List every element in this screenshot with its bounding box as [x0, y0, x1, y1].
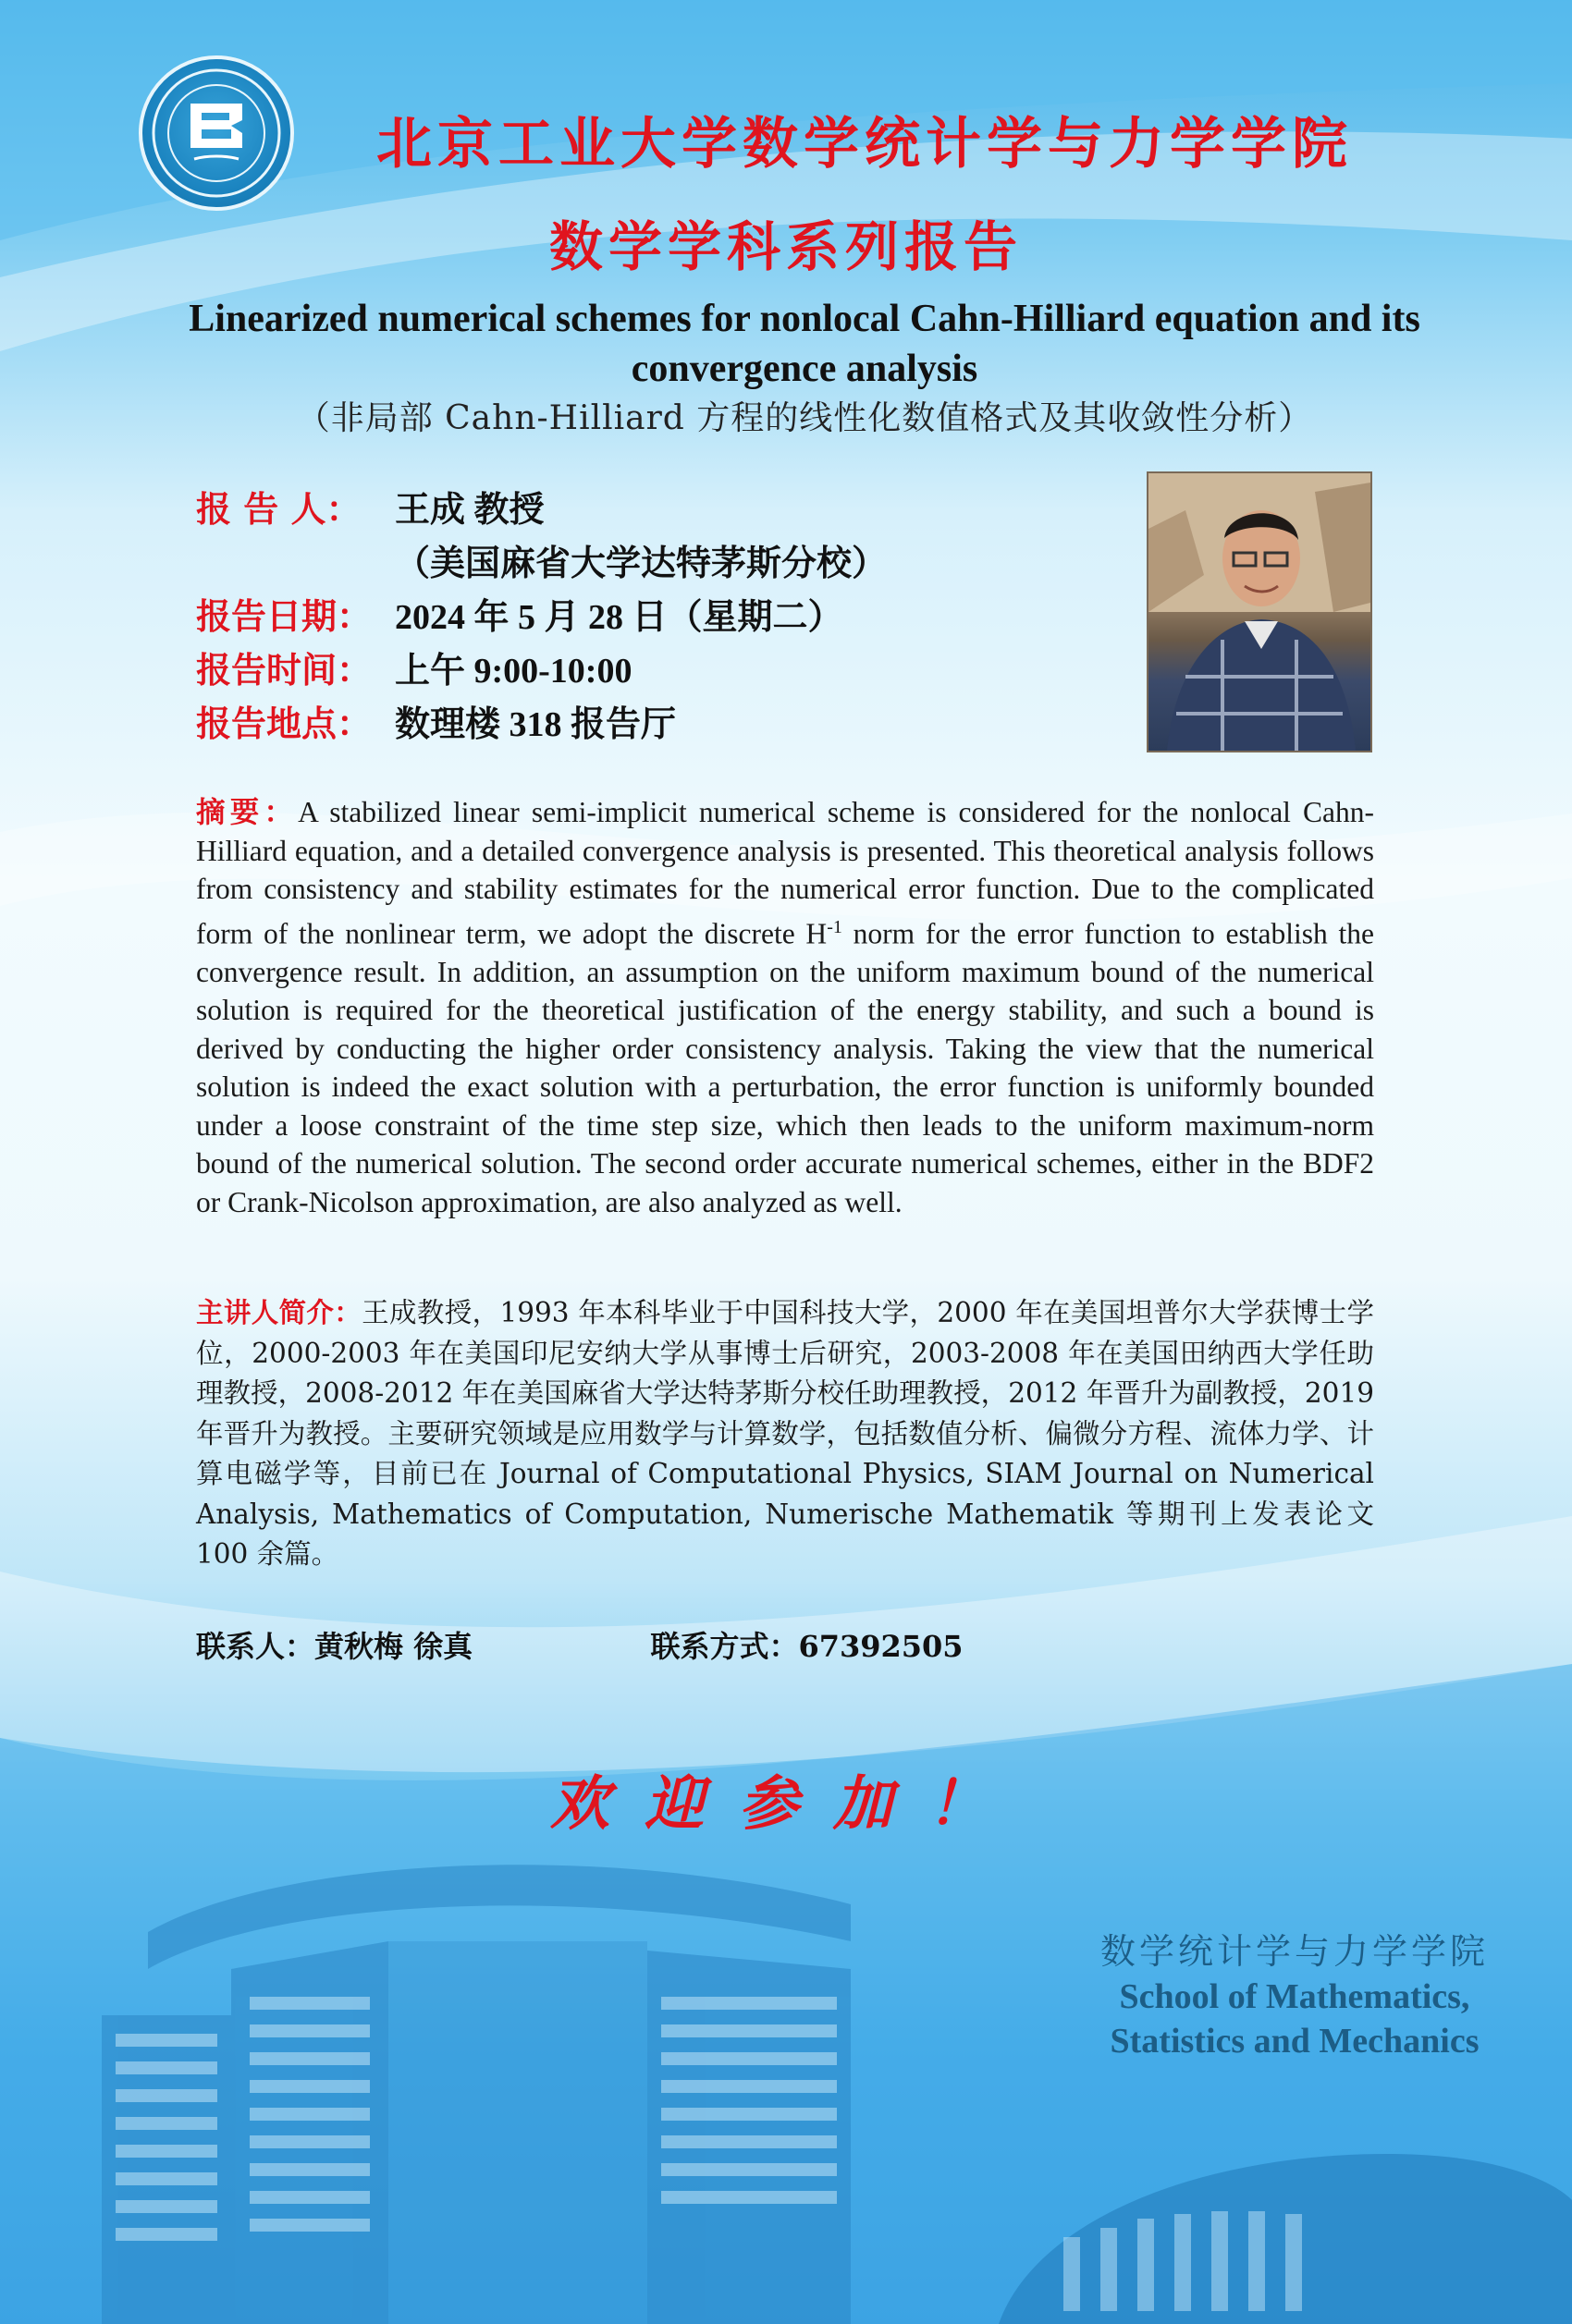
talk-title-cn: （非局部 Cahn-Hilliard 方程的线性化数值格式及其收敛性分析）	[296, 399, 1313, 437]
school-name-en-line2: Statistics and Mechanics	[1110, 2022, 1480, 2061]
contact-line	[196, 1623, 964, 1666]
time-label: 报告时间：	[196, 649, 373, 691]
time-row	[196, 643, 887, 697]
date-row	[196, 590, 887, 643]
speaker-label: 报 告 人：	[196, 488, 362, 530]
school-name-cn: 数学统计学与力学学院	[1099, 1931, 1489, 1972]
abstract-superscript: -1	[827, 916, 842, 937]
place-row	[196, 697, 887, 751]
school-name-en-line1: School of Mathematics,	[1119, 1977, 1470, 2016]
speaker-portrait-icon	[1148, 473, 1370, 751]
speaker-row	[196, 483, 887, 536]
date-label: 报告日期：	[196, 595, 373, 637]
abstract-paragraph	[196, 793, 1374, 1221]
talk-time: 上午 9:00-10:00	[395, 652, 632, 691]
talk-title-en: Linearized numerical schemes for nonlocal Cahn-Hilliard equation and its convergence analysis	[189, 298, 1420, 390]
contact-phone: 联系方式：67392505	[650, 1629, 964, 1664]
institute-title: 北京工业大学数学统计学与力学学院	[376, 112, 1353, 177]
talk-place: 数理楼 318 报告厅	[395, 705, 677, 744]
welcome-text: 欢迎参加！	[550, 1769, 1022, 1839]
contact-people: 联系人：黄秋梅 徐真	[196, 1629, 473, 1664]
talk-date: 2024 年 5 月 28 日（星期二）	[395, 598, 843, 637]
bio-paragraph	[196, 1292, 1374, 1575]
abstract-text-b: norm for the error function to establish the convergence result. In addition, an assumption on the uniform maximum bound of the numerical solution is required for the theoretical justification of the energy stability, and such a bound is derived by conducting the higher order consistency analysis. Taking the view that the numerical solution is indeed the exact solution with a perturbation, the error function is uniformly bounded under a loose constraint of the time step size, which then leads to the uniform maximum-norm bound of the numerical solution. The second order accurate numerical schemes, either in the BDF2 or Crank-Nicolson approximation, are also analyzed as well.	[196, 917, 1374, 1218]
abstract-text-a: A stabilized linear semi-implicit numerical scheme is considered for the nonlocal Cahn-Hilliard equation, and a detailed convergence analysis is presented. This theoretical analysis follows from consistency and stability estimates for the numerical error function. Due to the complicated form of the nonlinear term, we adopt the discrete H	[196, 796, 1374, 949]
abstract-label: 摘要：	[196, 795, 299, 829]
bio-text: 王成教授，1993 年本科毕业于中国科技大学，2000 年在美国坦普尔大学获博士学位，2000-2003 年在美国印尼安纳大学从事博士后研究，2003-2008 年在美国田纳西大学任助理教授，2008-2012 年在美国麻省大学达特茅斯分校任助理教授，2012 年晋升为副教授，2019 年晋升为教授。主要研究领域是应用数学与计算数学，包括数值分析、偏微分方程、流体力学、计算电磁学等，目前已在 Journal of Computational Physics, SIAM Journal on Numerical Analysis, Mathematics of Computation, Numerische Mathematik 等期刊上发表论文 100 余篇。	[196, 1297, 1374, 1570]
affiliation-row	[196, 536, 887, 590]
series-title: 数学学科系列报告	[548, 215, 1023, 278]
speaker-affiliation: （美国麻省大学达特茅斯分校）	[395, 544, 888, 583]
bio-label: 主讲人简介：	[196, 1296, 362, 1328]
speaker-photo	[1147, 471, 1372, 752]
speaker-name: 王成 教授	[395, 491, 545, 530]
school-name-en	[1045, 1975, 1544, 2063]
place-label: 报告地点：	[196, 703, 373, 744]
talk-info	[196, 483, 887, 751]
